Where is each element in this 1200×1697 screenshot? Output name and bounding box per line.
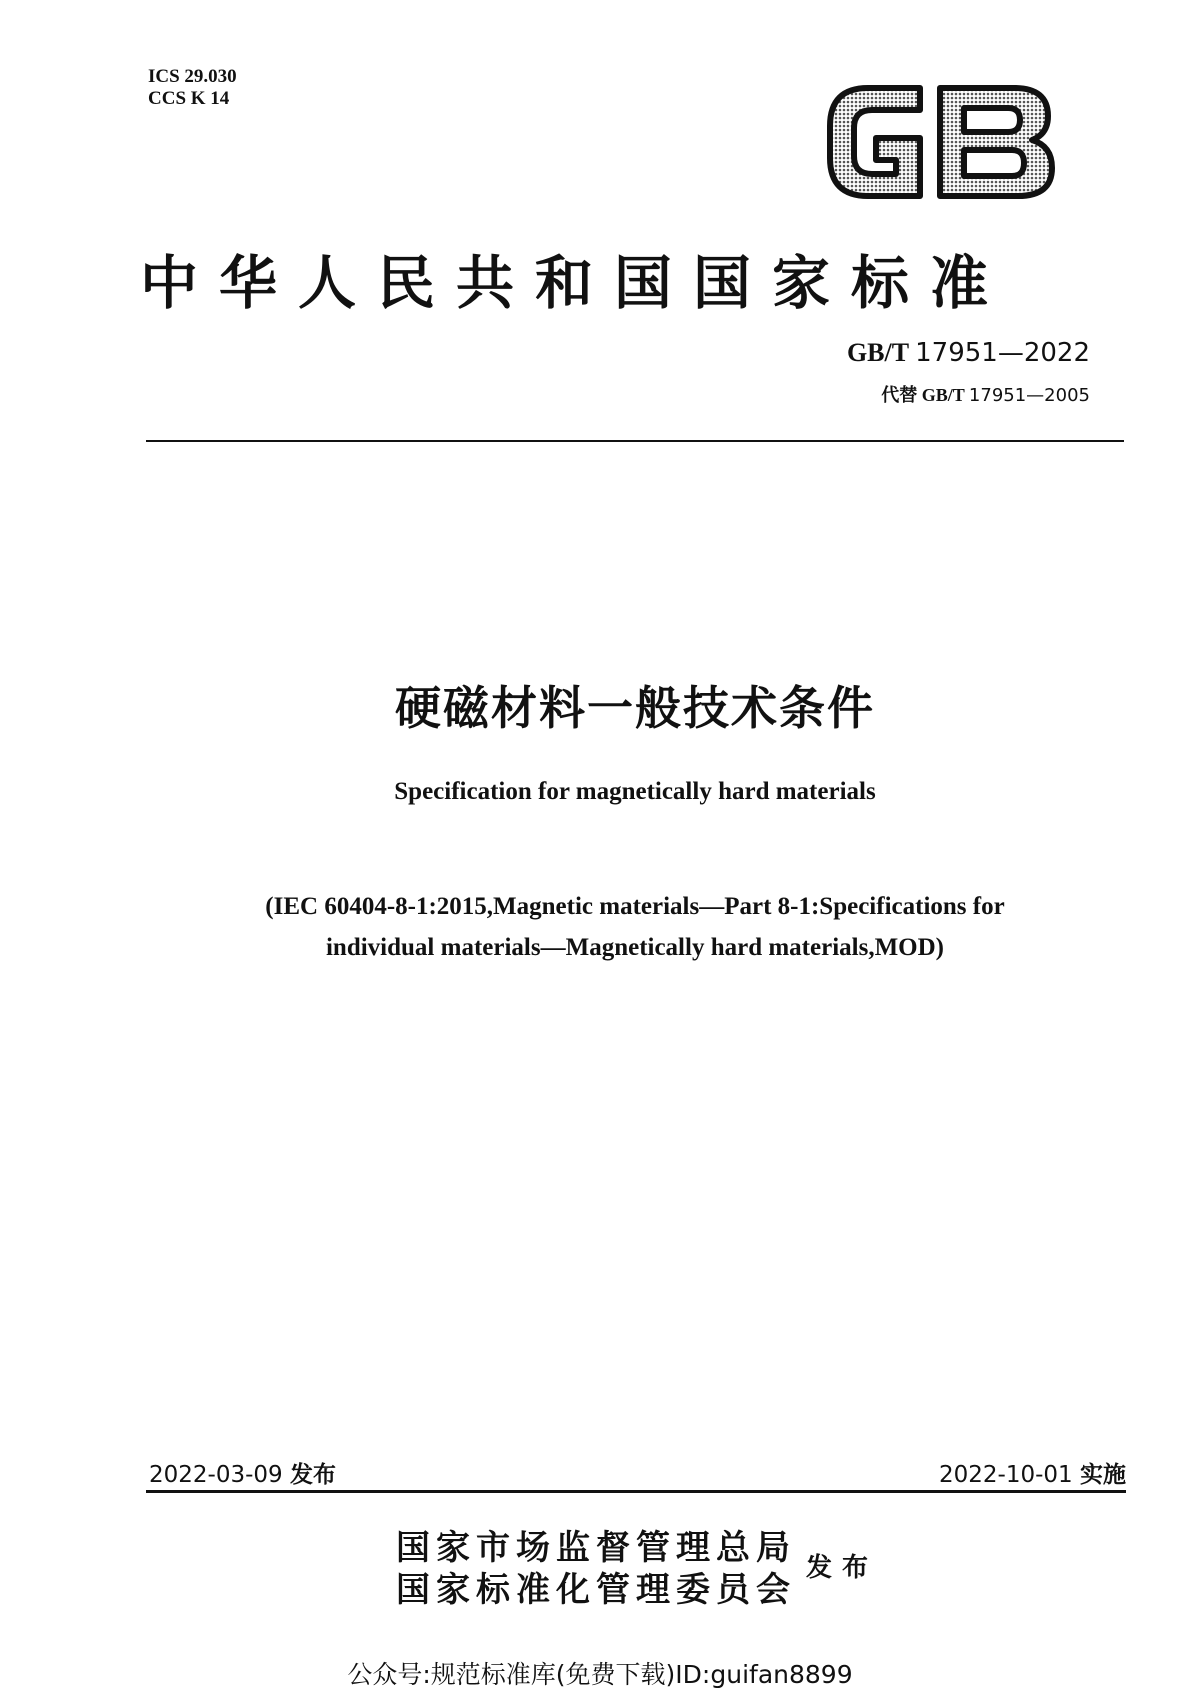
replaces-number: 17951—2005 xyxy=(968,385,1090,406)
issue-date-value: 2022-03-09 xyxy=(149,1462,283,1488)
iec-reference-line1: (IEC 60404-8-1:2015,Magnetic materials—Part 8-1:Specifications for xyxy=(265,893,1005,920)
implementation-date-value: 2022-10-01 xyxy=(939,1462,1073,1488)
english-title: Specification for magnetically hard materials xyxy=(394,778,876,805)
publish-label: 发布 xyxy=(806,1553,879,1583)
national-standard-title: 中华人民共和国国家标准 xyxy=(140,249,1010,317)
iec-reference-line2: individual materials—Magnetically hard materials,MOD) xyxy=(325,934,944,961)
replaces-prefix: GB/T xyxy=(921,385,965,405)
header-divider xyxy=(146,440,1124,442)
issue-label: 发布 xyxy=(289,1462,336,1488)
ccs-code: CCS K 14 xyxy=(148,88,230,109)
replaces-label: 代替 xyxy=(881,385,918,405)
gb-emblem-icon xyxy=(822,80,1058,204)
standard-number xyxy=(847,338,1090,368)
replaces-standard xyxy=(881,381,1090,407)
issuer-samr: 国家市场监督管理总局 xyxy=(396,1528,796,1568)
classification-codes xyxy=(148,66,237,110)
footer-watermark: 公众号:规范标准库(免费下载)ID:guifan8899 xyxy=(347,1660,853,1689)
standard-number-value: 17951—2022 xyxy=(915,338,1090,368)
issuing-organizations xyxy=(396,1527,796,1611)
issue-date xyxy=(149,1456,336,1489)
chinese-title: 硬磁材料一般技术条件 xyxy=(395,681,875,735)
implementation-date xyxy=(939,1456,1126,1489)
issuer-sac: 国家标准化管理委员会 xyxy=(396,1570,796,1610)
implementation-label: 实施 xyxy=(1080,1462,1126,1488)
standard-prefix: GB/T xyxy=(846,338,909,367)
ics-code: ICS 29.030 xyxy=(148,66,237,87)
iec-reference xyxy=(140,886,1130,968)
footer-divider xyxy=(146,1490,1126,1493)
